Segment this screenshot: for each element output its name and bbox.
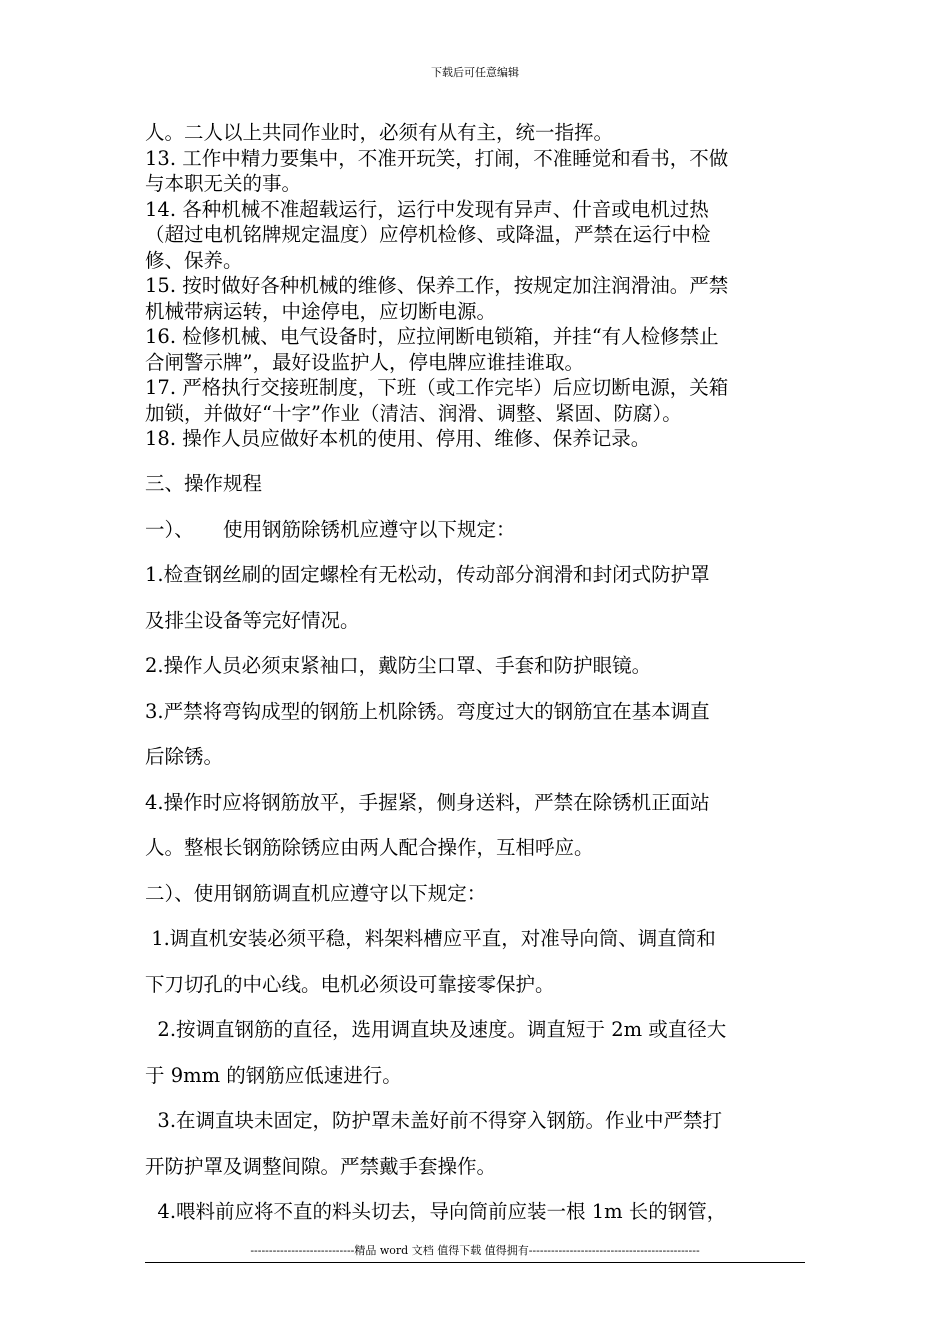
text-line: 16. 检修机械、电气设备时，应拉闸断电锁箱，并挂“有人检修禁止 bbox=[145, 325, 719, 348]
text-line: 17. 严格执行交接班制度，下班（或工作完毕）后应切断电源，关箱 bbox=[145, 376, 729, 399]
page-footer-note: ----------------------------精品 word 文档 值得下载 值得拥有---------------------------------------------- bbox=[250, 1244, 700, 1257]
section-heading: 三、操作规程 bbox=[145, 472, 263, 495]
text-line: 开防护罩及调整间隙。严禁戴手套操作。 bbox=[145, 1154, 497, 1178]
safety-rules-block bbox=[145, 120, 810, 452]
text-line: 于 9mm 的钢筋应低速进行。 bbox=[145, 1063, 402, 1087]
subsection-heading: 二）、使用钢筋调直机应遵守以下规定： bbox=[145, 881, 487, 905]
text-line: 后除锈。 bbox=[145, 745, 224, 768]
text-line: 3.严禁将弯钩成型的钢筋上机除锈。弯度过大的钢筋宜在基本调直 bbox=[145, 699, 710, 723]
subsection-heading: 一）、 使用钢筋除锈机应遵守以下规定： bbox=[145, 517, 516, 541]
text-line: （超过电机铭牌规定温度）应停机检修、或降温，严禁在运行中检 bbox=[145, 223, 711, 246]
text-line: 18. 操作人员应做好本机的使用、停用、维修、保养记录。 bbox=[145, 427, 651, 450]
footer-divider bbox=[145, 1262, 805, 1263]
text-line: 下刀切孔的中心线。电机必须设可靠接零保护。 bbox=[145, 972, 555, 996]
page-header-note: 下载后可任意编辑 bbox=[431, 66, 519, 79]
text-line: 机械带病运转，中途停电，应切断电源。 bbox=[145, 299, 497, 323]
text-line: 人。整根长钢筋除锈应由两人配合操作，互相呼应。 bbox=[145, 836, 594, 859]
text-line: 3.在调直块未固定，防护罩未盖好前不得穿入钢筋。作业中严禁打 bbox=[145, 1109, 723, 1132]
text-line: 14. 各种机械不准超载运行，运行中发现有异声、什音或电机过热 bbox=[145, 197, 709, 221]
text-line: 修、保养。 bbox=[145, 248, 243, 272]
text-line: 与本职无关的事。 bbox=[145, 172, 302, 195]
text-line: 13. 工作中精力要集中，不准开玩笑，打闹，不准睡觉和看书，不做 bbox=[145, 146, 729, 170]
text-line: 15. 按时做好各种机械的维修、保养工作，按规定加注润滑油。严禁 bbox=[145, 274, 729, 297]
text-line: 4.喂料前应将不直的料头切去，导向筒前应装一根 1m 长的钢管， bbox=[145, 1200, 727, 1223]
text-line: 1.检查钢丝刷的固定螺栓有无松动，传动部分润滑和封闭式防护罩 bbox=[145, 563, 710, 586]
text-line: 2.按调直钢筋的直径，选用调直块及速度。调直短于 2m 或直径大 bbox=[145, 1018, 727, 1041]
text-line: 2.操作人员必须束紧袖口，戴防尘口罩、手套和防护眼镜。 bbox=[145, 654, 652, 677]
text-line: 人。二人以上共同作业时，必须有从有主，统一指挥。 bbox=[145, 121, 614, 144]
text-line: 合闸警示牌”，最好设监护人，停电牌应谁挂谁取。 bbox=[145, 350, 584, 374]
text-line: 及排尘设备等完好情况。 bbox=[145, 608, 360, 632]
text-line: 加锁，并做好“十字”作业（清洁、润滑、调整、紧固、防腐）。 bbox=[145, 401, 682, 425]
operating-procedures-block bbox=[145, 461, 810, 1235]
text-line: 4.操作时应将钢筋放平，手握紧，侧身送料，严禁在除锈机正面站 bbox=[145, 790, 710, 814]
text-line: 1.调直机安装必须平稳，料架料槽应平直，对准导向筒、调直筒和 bbox=[145, 927, 716, 950]
